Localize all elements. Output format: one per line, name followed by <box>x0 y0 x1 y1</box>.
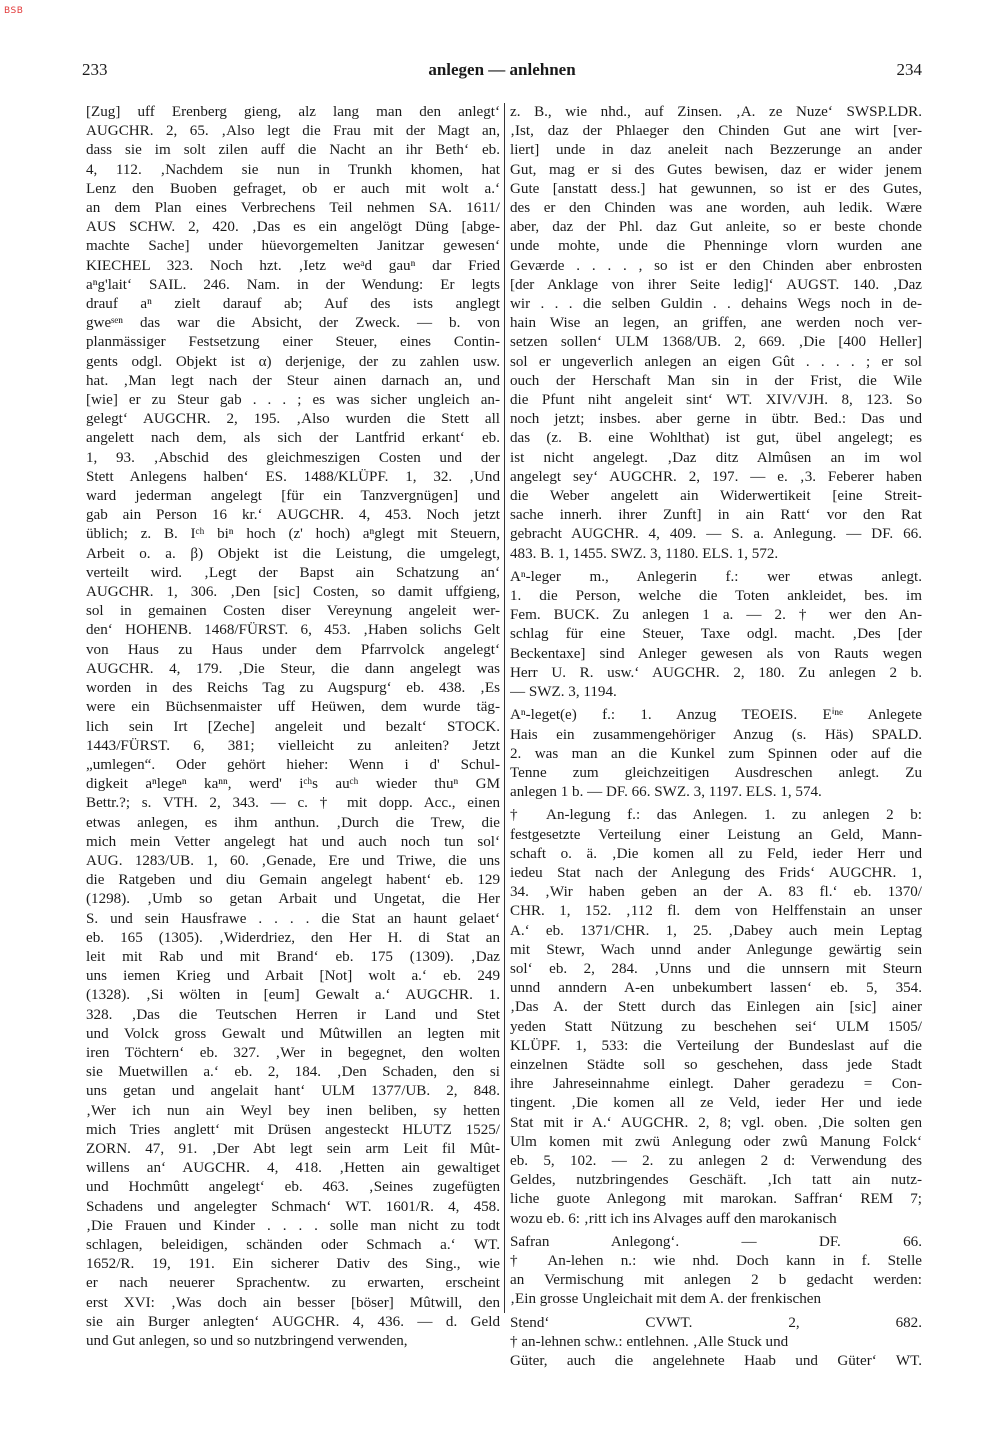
page-number-right: 234 <box>896 60 922 79</box>
text-line: worden in des Reichs Tag zu Augspurg‘ eb. 438. ‚Es <box>86 680 500 697</box>
text-line: Güter, auch die angelehnete Haab und Güter‘ WT. <box>510 1353 922 1369</box>
text-line: S. und sein Hausfrawe . . . . die Stat an haunt gelaet‘ <box>86 910 500 927</box>
text-line: üblich; z. B. Iᶜʰ biⁿ hoch (z' hoch) aⁿglegt mit Steuern, <box>86 526 500 543</box>
text-line: ward jederman angelegt [für ein Tanzvergnügen] und <box>86 488 500 505</box>
text-line: Tenne zum gleichzeitigen Ausdreschen anlegt. Zu <box>510 764 922 781</box>
text-line: festgesetzte Verteilung einer Leistung an Geld, Mann- <box>510 826 922 843</box>
text-line: ouch der Herschaft Man sin in der Frist, die Wile <box>510 372 922 389</box>
text-line: Aⁿ-leger m., Anlegerin f.: wer etwas anlegt. <box>510 568 922 585</box>
text-line: † an-lehnen schw.: entlehnen. ‚Alle Stuck und <box>510 1333 789 1350</box>
text-line: sache innerh. ihrer Zunft] in ain Ratt‘ vor den Rat <box>510 507 922 524</box>
text-line: — SWZ. 3, 1194. <box>510 684 617 701</box>
text-line: AUG. 1283/UB. 1, 60. ‚Genade, Ere und Triwe, die uns <box>86 852 500 869</box>
text-line: eb. 165 (1305). ‚Widerdriez, den Her H. di Stat an <box>86 929 500 946</box>
text-line: KIECHEL 323. Noch hzt. ‚Ietz weᵃd gauⁿ dar Fried <box>86 257 500 274</box>
text-line: ‚Ein grosse Ungleichait mit dem A. der frenkischen <box>510 1291 822 1308</box>
text-line: z. B., wie nhd., auf Zinsen. ‚A. ze Nuze‘ SWSP.LDR. <box>510 104 922 120</box>
text-line: dass sie im solt zilen auff die Nacht an ihr Beth‘ eb. <box>86 142 500 159</box>
text-line: wir . . . die selben Guldin . . dehains Wegs noch in de- <box>510 296 922 313</box>
text-line: 34. ‚Wir haben geben an der A. 83 fl.‘ eb. 1370/ <box>510 884 922 901</box>
text-line: [der Anklage von ihrer Seite ledig]‘ AUGST. 140. ‚Daz <box>510 276 922 293</box>
text-line: AUS SCHW. 2, 420. ‚Das es ein angelögt Düng [abge- <box>86 219 500 236</box>
text-line: „umlegen“. Oder gehört hieher: Wenn i d' Schul- <box>86 756 500 773</box>
text-line: ‚Die Frauen und Kinder . . . . solle man nicht zu todt <box>86 1217 500 1234</box>
text-line: drauf aⁿ zielt darauf ab; Auf des ists anglegt <box>86 296 500 313</box>
left-column <box>86 103 500 1351</box>
text-line: ‚Wer ich nun ain Weyl bey inen beliben, sy hetten <box>86 1102 500 1119</box>
text-line: gelegt‘ AUGCHR. 2, 195. ‚Also wurden die Stett all <box>86 411 500 428</box>
text-line: AUGCHR. 2, 65. ‚Also legt die Frau mit der Magt an, <box>86 123 500 140</box>
text-line: iren Töchtern‘ eb. 327. ‚Wer in begegnet, den wolten <box>86 1044 500 1061</box>
text-line: (1298). ‚Umb so getan Arbait und Ungetat, die Her <box>86 891 500 908</box>
text-line: die Pfunt niht angeleit sint‘ WT. XIV/VJH. 8, 123. So <box>510 392 922 409</box>
text-line: und Gut anlegen, so und so nutzbringend verwenden, <box>86 1333 408 1349</box>
text-line: sol er ungeverlich anlegen an eigen Gût . . . . ; er sol <box>510 353 922 370</box>
text-line: Schadens und angelegter Schmach‘ WT. 1601/R. 4, 458. <box>86 1198 500 1215</box>
text-line: Hais ein zusammengehöriger Anzug (s. Häs) SPALD. <box>510 726 922 743</box>
text-line: iedeu Stat nach der Anlegung des Frids‘ AUGCHR. 1, <box>510 864 922 881</box>
column-divider <box>504 103 505 1313</box>
text-line: AUGCHR. 1, 306. ‚Den [sic] Costen, so damit uffgieng, <box>86 584 500 601</box>
running-title: anlegen — anlehnen <box>428 60 576 79</box>
text-line: Gut, mag er si des Gutes bewisen, daz er wider jenem <box>510 161 922 178</box>
text-line: uns getan und angelait hant‘ ULM 1377/UB. 2, 848. <box>86 1083 500 1100</box>
text-line: sie Muetwillen a.‘ eb. 2, 184. ‚Den Schaden, den si <box>86 1064 500 1081</box>
text-line: 1. die Person, welche die Toten ankleidet, bes. im <box>510 588 922 605</box>
text-line: das (z. B. eine Wohlthat) ist gut, übel angelegt; es <box>510 430 922 447</box>
text-line: planmässiger Festsetzung einer Steuer, eines Contin- <box>86 334 500 351</box>
text-line: schlag für eine Steuer, Taxe odgl. macht. ‚Des [der <box>510 626 922 643</box>
text-line: wozu eb. 6: ‚ritt ich ins Alvages auff den marokanisch <box>510 1210 837 1227</box>
text-line: ‚Das A. der Stett durch das Einlegen ain [sic] ainer <box>510 999 922 1016</box>
text-line: sol in gemainen Costen diser Vereynung angeleit wer- <box>86 603 500 620</box>
text-line: willens an‘ AUGCHR. 4, 418. ‚Hetten ain gewaltiget <box>86 1160 500 1177</box>
text-line: liche guote Anlegong mit marokan. Saffran‘ REM 7; <box>510 1191 922 1208</box>
text-line: schaft o. ä. ‚Die komen all zu Feld, ieder Herr und <box>510 845 922 862</box>
text-line: Stat mit ir A.‘ AUGCHR. 2, 8; vgl. oben. ‚Die solten gen <box>510 1114 922 1131</box>
text-line: unnd anndern A-en unbekumbert lassen‘ eb. 5, 354. <box>510 980 922 997</box>
text-line: were ein Büchsenmaister uff Heüwen, dem wurde täg- <box>86 699 500 716</box>
text-line: die Ratgeben und diu Gemain angelegt habent‘ eb. 129 <box>86 872 500 889</box>
text-line: hain Wise an legen, an griffen, ane werden noch ver- <box>510 315 922 332</box>
text-line: anlegen 1 b. — DF. 66. SWZ. 3, 1197. ELS. 1, 574. <box>510 784 822 801</box>
text-line: † An-lehen n.: wie nhd. Doch kann in f. Stelle <box>510 1252 922 1269</box>
text-line: Gute [anstatt dess.] hat gewunnen, so ist er des Gutes, <box>510 180 922 197</box>
text-line: an dem Plan eines Verbrechens Teil nehmen SA. 1611/ <box>86 200 500 217</box>
text-line: uns iemen Krieg und Arbait [Not] wolt a.‘ eb. 249 <box>86 968 500 985</box>
text-line: angelett nach dem, als sich der Lantfrid erkant‘ eb. <box>86 430 500 447</box>
text-line: einzelnen Städte soll so geschehen, dass jede Stadt <box>510 1056 922 1073</box>
text-line: Aⁿ-leget(e) f.: 1. Anzug TEOEIS. Eⁱⁿᵉ Anlegete <box>510 707 922 724</box>
text-line: ZORN. 47, 91. ‚Der Abt legt sein arm Leit fil Mût- <box>86 1140 500 1157</box>
text-line: [wie] er zu Steur gab . . . ; es was sicher ungleich an- <box>86 392 500 409</box>
text-line: Stett Anlegens halben‘ ES. 1488/KLÜPF. 1, 32. ‚Und <box>86 468 500 485</box>
text-line: Lenz den Buoben gefraget, ob er auch mit wolt a.‘ <box>86 180 500 197</box>
text-line: 483. B. 1, 1455. SWZ. 3, 1180. ELS. 1, 572. <box>510 545 779 562</box>
text-line: Arbeit o. a. β) Objekt ist die Leistung, die umgelegt, <box>86 545 500 562</box>
text-line: setzen sollen‘ ULM 1368/UB. 2, 669. ‚Die [400 Heller] <box>510 334 922 351</box>
text-line: gebracht AUGCHR. 4, 409. — S. a. Anlegung. — DF. 66. <box>510 526 922 543</box>
text-line: eb. 5, 102. — 2. zu anlegen 2 d: Verwendung des <box>510 1152 922 1169</box>
library-stamp: BSB <box>4 6 24 16</box>
text-line: unde mohte, unde die Phenninge vlorn wurden ane <box>510 238 922 255</box>
text-line: aⁿg'lait‘ SAIL. 246. Nam. in der Wendung: Er legts <box>86 276 500 293</box>
right-column <box>510 103 922 1371</box>
text-line: mit Stewr, Wach unnd ander Anlegunge gewärtig sein <box>510 941 922 958</box>
text-line: liert] unde in daz aneleit nach Bezzerunge an ander <box>510 142 922 159</box>
text-line: mich mein Vetter angelegt hat und auch noch tun sol‘ <box>86 833 500 850</box>
text-line: er nach neuerer Sprachentw. zu erwarten, erscheint <box>86 1275 500 1292</box>
text-line: des er den Chinden was ane worden, auh ledik. Wære <box>510 200 922 217</box>
text-line: schlagen, beleidigen, schänden oder Schmach a.‘ WT. <box>86 1236 500 1253</box>
text-line: ist nicht angelegt. ‚Daz ditz Almûsen an im wol <box>510 449 922 466</box>
text-line: leit mit Rab und mit Brand‘ eb. 175 (1309). ‚Daz <box>86 948 500 965</box>
text-line: 4, 112. ‚Nachdem sie nun in Trunkh khomen, hat <box>86 161 500 178</box>
text-line: gweˢᵉⁿ das war die Absicht, der Zweck. — b. von <box>86 315 500 332</box>
text-line: 2. was man an die Kunkel zum Spinnen oder auf die <box>510 745 922 762</box>
text-line: und Hochmûtt angelegt‘ eb. 463. ‚Seines zugefügten <box>86 1179 500 1196</box>
text-line: von Haus zu Haus under dem Pfarrvolck angelegt‘ <box>86 641 500 658</box>
text-line: Fem. BUCK. Zu anlegen 1 a. — 2. † wer den An- <box>510 607 922 624</box>
text-line: 1652/R. 19, 191. Ein sicherer Dativ des Sing., wie <box>86 1256 500 1273</box>
text-line: angelegt sey‘ AUGCHR. 2, 197. — e. ‚3. Feberer haben <box>510 468 922 485</box>
text-line: CHR. 1, 152. ‚112 fl. dem von Helffenstain an unser <box>510 903 922 920</box>
text-line: sie ain Burger anlegten‘ AUGCHR. 4, 436. — d. Geld <box>86 1313 500 1330</box>
text-line: A.‘ eb. 1371/CHR. 1, 25. ‚Dabey auch mein Leptag <box>510 922 922 939</box>
text-line: (1328). ‚Si wölten in [eum] Gewalt a.‘ AUGCHR. 1. <box>86 987 500 1004</box>
text-line: Geværde . . . . , so ist er den Chinden aber enbrosten <box>510 257 922 274</box>
page-header <box>82 60 922 86</box>
text-line: an Vermischung mit anlegen 2 b gedacht werden: <box>510 1272 922 1289</box>
text-line: und Volck gross Gewalt und Mûtwillen an legten mit <box>86 1025 500 1042</box>
text-line: gab ain Person 16 kr.‘ AUGCHR. 4, 453. Noch jetzt <box>86 507 500 524</box>
text-line: 1443/FÜRST. 6, 381; vielleicht zu anleiten? Jetzt <box>86 737 500 754</box>
text-line: hat. ‚Man legt nach der Steur ainen darnach an, und <box>86 372 500 389</box>
text-line: Herr U. R. usw.‘ AUGCHR. 2, 180. Zu anlegen 2 b. <box>510 664 922 681</box>
text-line: machte Sache] under hüevorgemelten Janitzar gewesen‘ <box>86 238 500 255</box>
text-line: Beckentaxe] sind Anleger gewesen als von Rauts wegen <box>510 645 922 662</box>
text-line: die Weber angelett ain Widerwertikeit [eine Streit- <box>510 488 922 505</box>
text-line: Ulm komen mit zwü Anlegung oder zwû Manung Folck‘ <box>510 1133 922 1150</box>
text-line: [Zug] uff Erenberg gieng, alz lang man den anlegt‘ <box>86 104 500 120</box>
text-line: 1, 93. ‚Abschid des gleichmeszigen Costen und der <box>86 449 500 466</box>
text-line: AUGCHR. 4, 179. ‚Die Steur, die dann angelegt was <box>86 660 500 677</box>
text-line: ihre Jahreseinnahme einlegt. Daher geradezu = Con- <box>510 1076 922 1093</box>
text-line: den‘ HOHENB. 1468/FÜRST. 6, 453. ‚Haben solichs Gelt <box>86 622 500 639</box>
text-line: 328. ‚Das die Teutschen Herren ir Land und Stet <box>86 1006 500 1023</box>
text-line: KLÜPF. 1, 533: die Verteilung der Bundeslast auf die <box>510 1037 922 1054</box>
text-line: lich sein Irt [Zeche] angeleit und bezalt‘ STOCK. <box>86 718 500 735</box>
text-line: mich Tries anglett‘ mit Drüsen angesteckt HLUTZ 1525/ <box>86 1121 500 1138</box>
text-line: aber, daz der Phl. daz Gut anleite, so er beste chonde <box>510 219 922 236</box>
text-line: etwas anlegen, es ihm anthun. ‚Durch die Trew, die <box>86 814 500 831</box>
text-line: Stend‘ CVWT. 2, 682. <box>510 1314 922 1331</box>
page-number-left: 233 <box>82 60 108 79</box>
text-line: Geldes, nutzbringendes Geschäft. ‚Ich tatt ain nutz- <box>510 1172 922 1189</box>
text-line: sol‘ eb. 2, 284. ‚Unns und die unnsern mit Steurn <box>510 960 922 977</box>
text-line: digkeit aⁿlegeⁿ kaⁿⁿ, werd' iᶜʰs auᶜʰ wieder thuⁿ GM <box>86 776 500 793</box>
text-line: erst XVI: ‚Was doch ain besser [böser] Mûtwill, den <box>86 1294 500 1311</box>
text-line: tingent. ‚Die komen all ze Veld, ieder Her und iede <box>510 1095 922 1112</box>
text-line: ‚Ist, daz der Phlaeger den Chinden Gut ane wirt [ver- <box>510 123 922 140</box>
text-line: verteilt wird. ‚Legt der Bapst ain Schatzung an‘ <box>86 564 500 581</box>
text-line: yeden Statt Nützung zu beschehen sei‘ ULM 1505/ <box>510 1018 922 1035</box>
text-line: gents odgl. Objekt ist α) derjenige, der zu zahlen usw. <box>86 353 500 370</box>
text-line: † An-legung f.: das Anlegen. 1. zu anlegen 2 b: <box>510 807 922 824</box>
text-line: Safran Anlegong‘. — DF. 66. <box>510 1233 922 1250</box>
text-line: noch jetzt; insbes. aber gerne in übtr. Bed.: Das und <box>510 411 922 428</box>
text-line: Bettr.?; s. VTH. 2, 343. — c. † mit dopp. Acc., einen <box>86 795 500 812</box>
